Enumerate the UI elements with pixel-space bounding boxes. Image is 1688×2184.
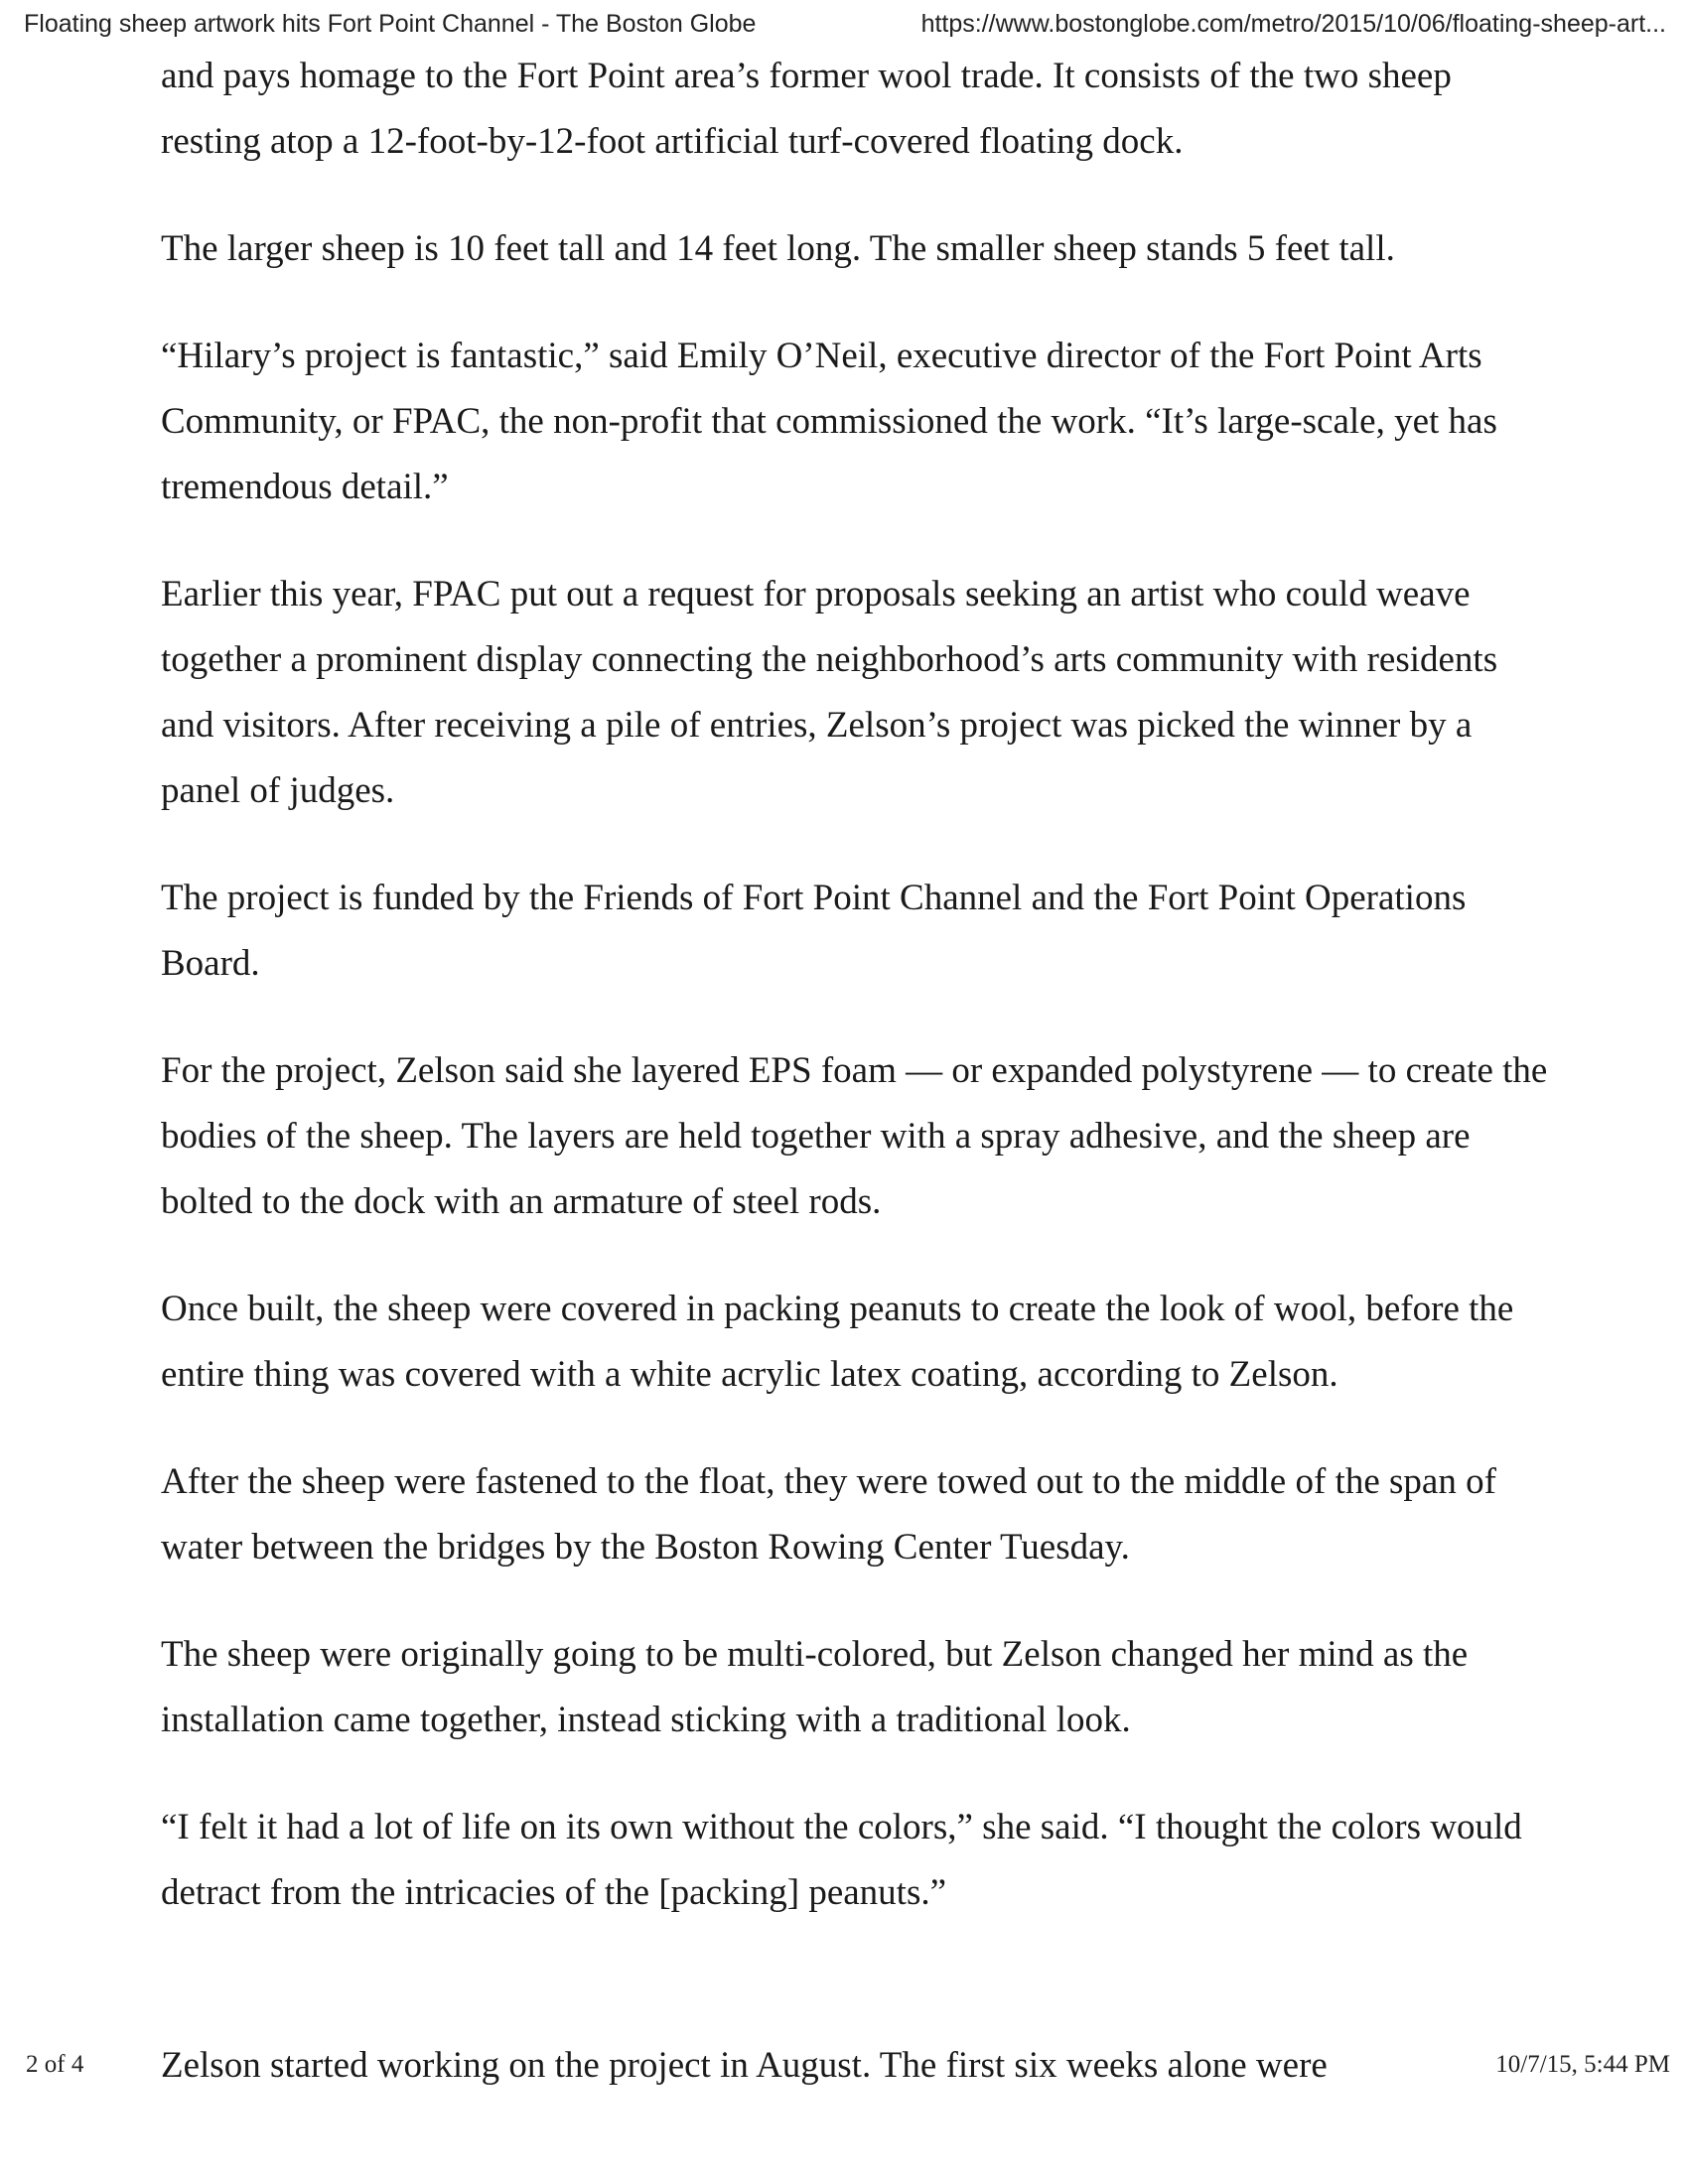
paragraph: “I felt it had a lot of life on its own without the colors,” she said. “I thought the colors would detract from the intricacies of the [packing] peanuts.” [161,1807,1522,1913]
paragraph-continued: Zelson started working on the project in August. The first six weeks alone were [161,2045,1328,2086]
paragraph: and pays homage to the Fort Point area’s former wool trade. It consists of the two sheep resting atop a 12-foot-by-12-foot artificial turf-covered floating dock. [161,56,1452,162]
paragraph: “Hilary’s project is fantastic,” said Emily O’Neil, executive director of the Fort Point Arts Community, or FPAC, the non-profit that commissioned the work. “It’s large-scale, yet has tremendous detail.” [161,336,1497,507]
paragraph: After the sheep were fastened to the float, they were towed out to the middle of the span of water between the bridges by the Boston Rowing Center Tuesday. [161,1461,1496,1568]
print-date: 10/7/15, 5:44 PM [1495,2051,1670,2078]
paragraph: Once built, the sheep were covered in packing peanuts to create the look of wool, before the entire thing was covered with a white acrylic latex coating, according to Zelson. [161,1289,1514,1395]
paragraph: The project is funded by the Friends of Fort Point Channel and the Fort Point Operations Board. [161,878,1467,984]
print-header [24,10,1666,44]
page-number: 2 of 4 [26,2051,84,2078]
paragraph: The larger sheep is 10 feet tall and 14 feet long. The smaller sheep stands 5 feet tall. [161,228,1395,269]
paragraph: Earlier this year, FPAC put out a request for proposals seeking an artist who could weave together a prominent display connecting the neighborhood’s arts community with residents and visitors. After receiving a pile of entries, Zelson’s project was picked the winner by a panel of judges. [161,574,1498,811]
paragraph: The sheep were originally going to be multi-colored, but Zelson changed her mind as the installation came together, instead sticking with a traditional look. [161,1634,1469,1740]
paragraph: For the project, Zelson said she layered EPS foam — or expanded polystyrene — to create the bodies of the sheep. The layers are held together with a spray adhesive, and the sheep are bolted to the dock with an armature of steel rods. [161,1050,1548,1222]
print-footer [0,2033,1688,2099]
article-body [161,44,1551,1968]
document-url: https://www.bostonglobe.com/metro/2015/10/06/floating-sheep-art... [920,10,1666,38]
document-title: Floating sheep artwork hits Fort Point Channel - The Boston Globe [24,10,757,38]
